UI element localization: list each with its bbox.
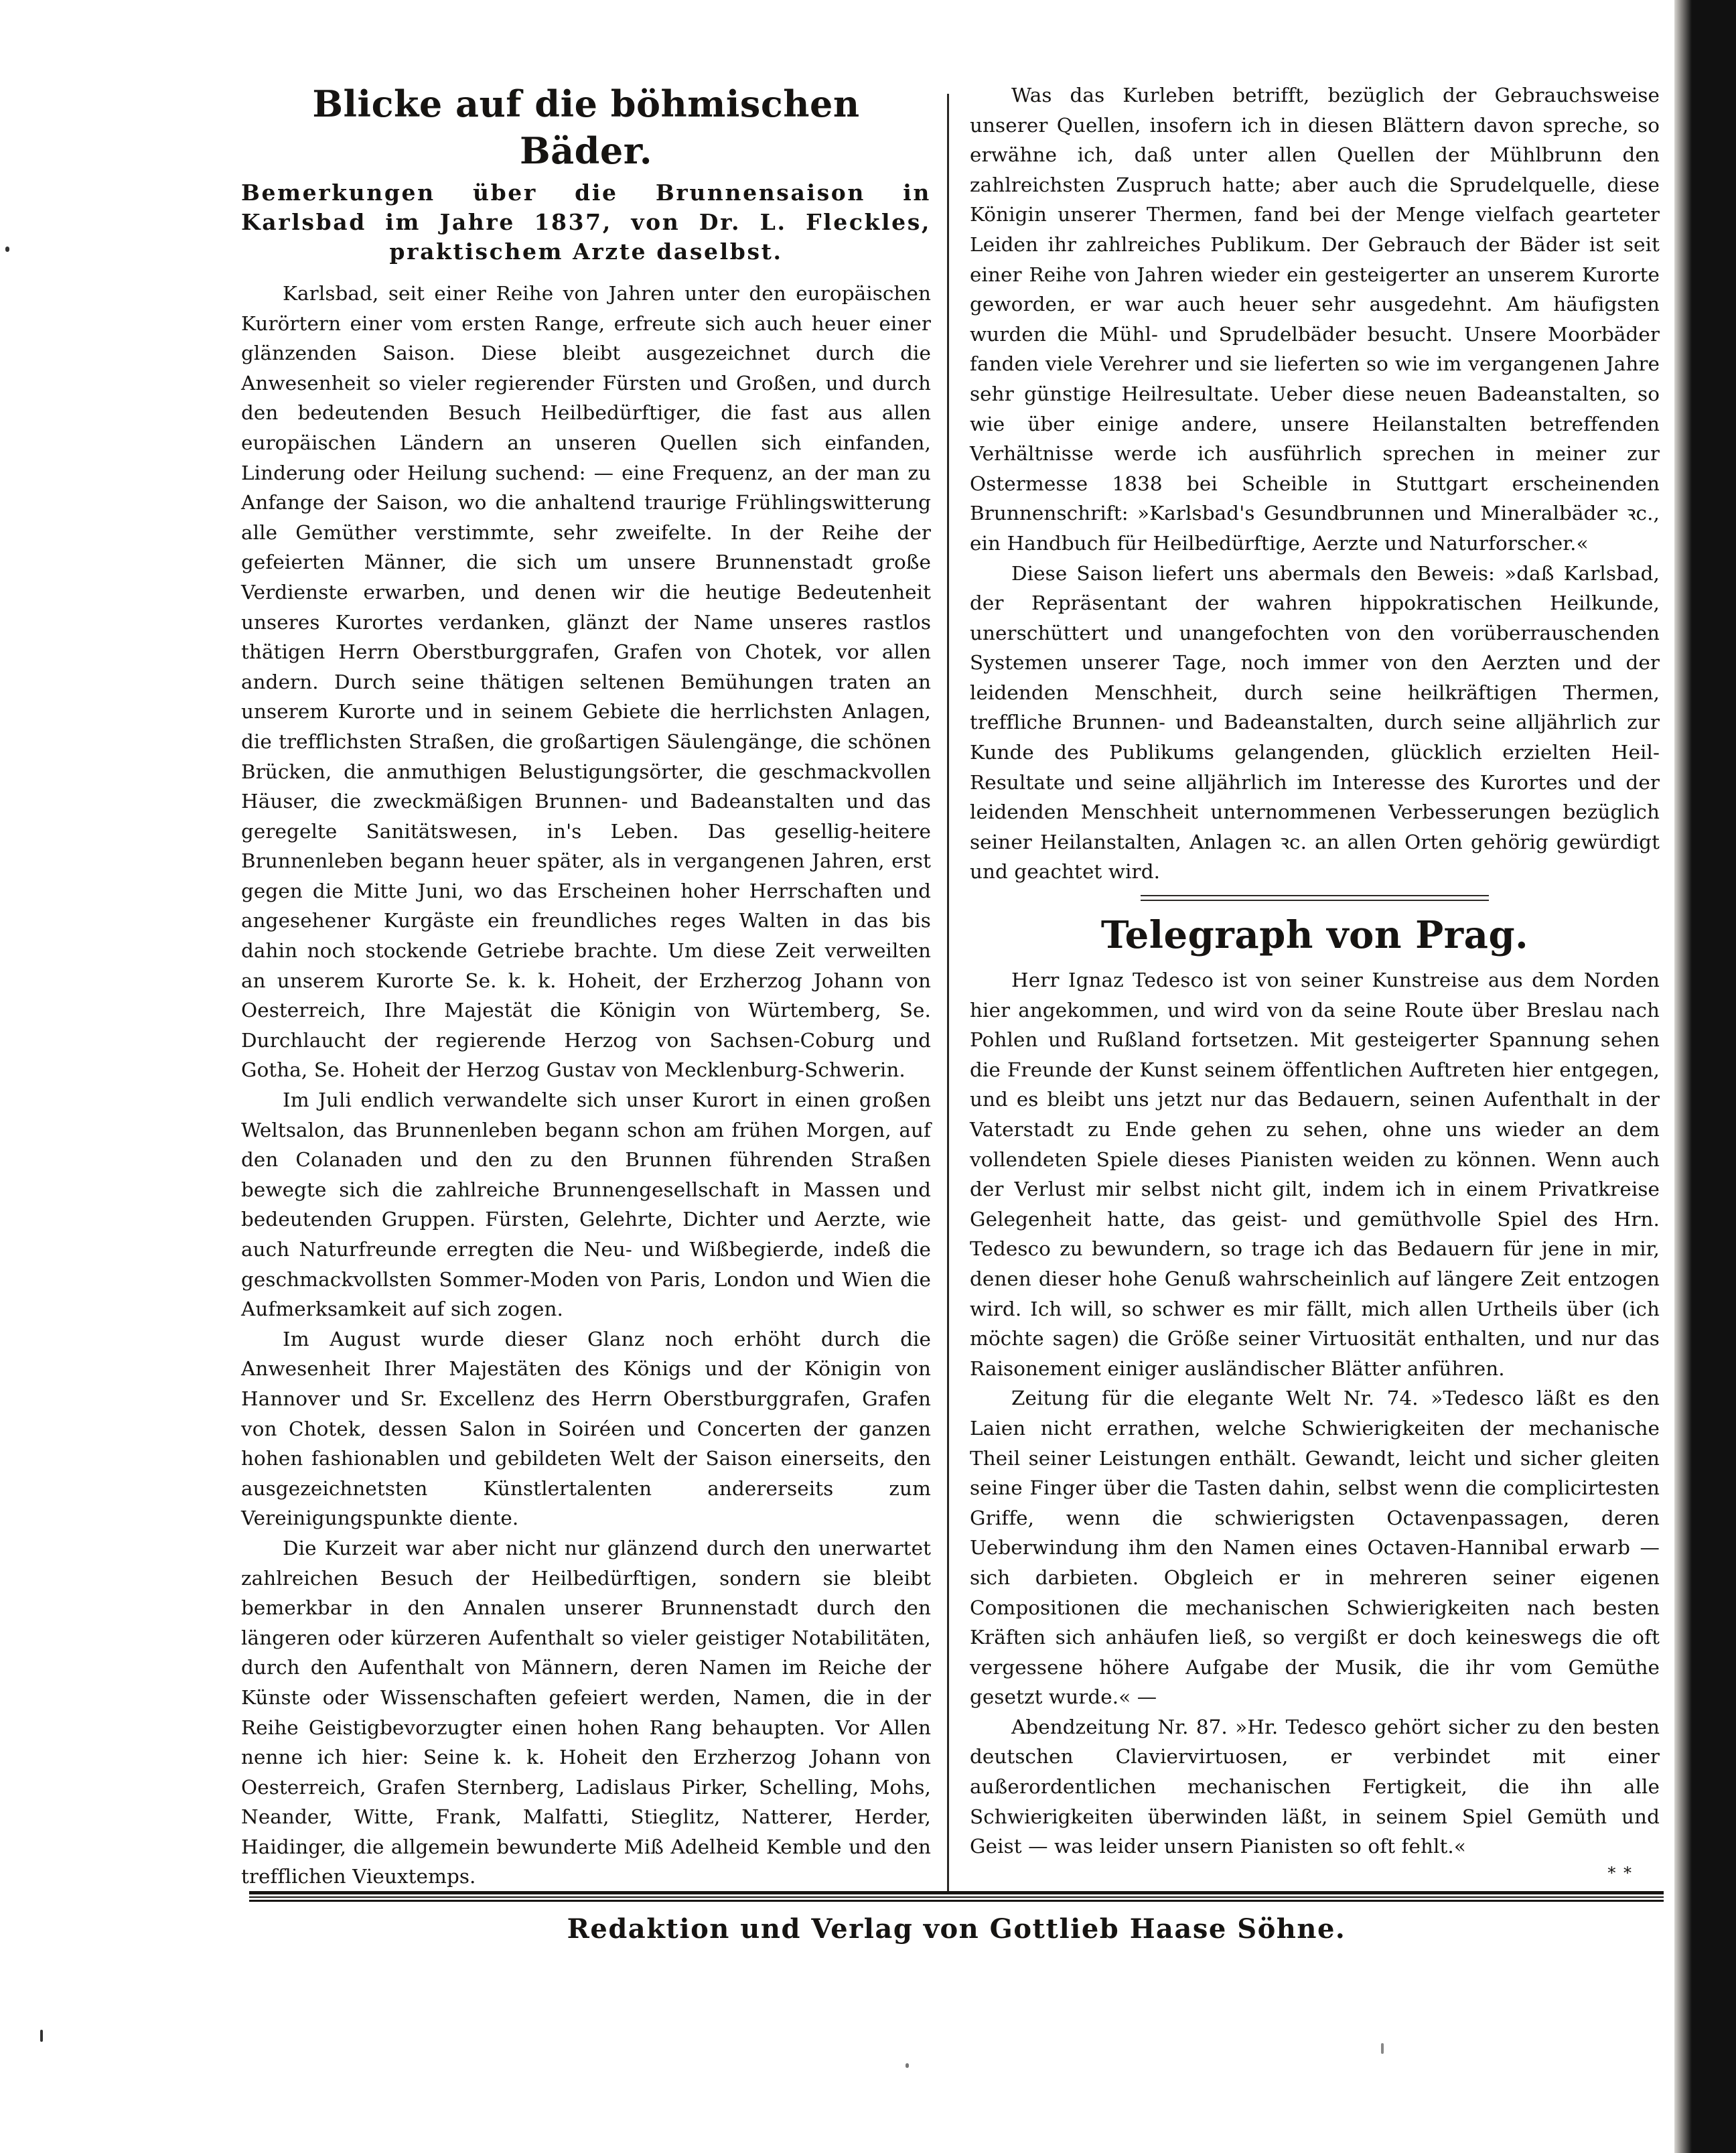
scan-speck — [5, 247, 9, 252]
author-signature: * * — [1607, 1863, 1633, 1882]
article-paragraph: Die Kurzeit war aber nicht nur glänzend durch den unerwartet zahlreichen Besuch der Heilbedürftigen, sondern sie bleibt bemerkbar in den Annalen unserer Brunnenstadt durch den längeren oder kürzeren Aufenthalt so vieler geistiger Notabilitäten, durch den Aufenthalt von Männern, deren Namen im Reiche der Künste oder Wissenschaften gefeiert werden, Namen, die in der Reihe Geistigbevorzugter einen hohen Rang behaupten. Vor Allen nenne ich hier: Seine k. k. Hoheit den Erzherzog Johann von Oesterreich, Grafen Sternberg, Ladislaus Pirker, Schelling, Mohs, Neander, Witte, Frank, Malfatti, Stieglitz, Natterer, Herder, Haidinger, die allgemein bewunderte Miß Adelheid Kemble und den trefflichen Vieuxtemps. — [241, 1536, 931, 1888]
article-paragraph: Karlsbad, seit einer Reihe von Jahren unter den europäischen Kurörtern einer vom ersten Range, erfreute sich auch heuer einer glänzenden Saison. Diese bleibt ausgezeichnet durch die Anwesenheit so vieler regierender Fürsten und Großen, und durch den bedeutenden Besuch Heilbedürftiger, die fast aus allen europäischen Ländern an unseren Quellen sich einfanden, Linderung oder Heilung suchend: — eine Frequenz, an der man zu Anfange der Saison, wo die anhaltend traurige Frühlingswitterung alle Gemüther verstimmte, sehr zweifelte. In der Reihe der gefeierten Männer, die sich um unsere Brunnenstadt große Verdienste erwarben, und denen wir die heutige Bedeutenheit unseres Kurortes verdanken, glänzt der Name unseres rastlos thätigen Herrn Oberstburggrafen, Grafen von Chotek, vor allen andern. Durch seine thätigen seltenen Bemühungen traten an unserem Kurorte und in seinem Gebiete die herrlichsten Anlagen, die trefflichsten Straßen, die großartigen Säulengänge, die schönen Brücken, die anmuthigen Belustigungsörter, die geschmackvollen Häuser, die zweckmäßigen Brunnen- und Badeanstalten und das geregelte Sanitätswesen, in's Leben. Das gesellig-heitere Brunnenleben begann heuer später, als in vergangenen Jahren, erst gegen die Mitte Juni, wo das Erscheinen hoher Herrschaften und angesehener Kurgäste ein freundliches reges Walten in das bis dahin noch stockende Getriebe brachte. Um diese Zeit verweilten an unserem Kurorte Se. k. k. Hoheit, der Erzherzog Johann von Oesterreich, Ihre Majestät die Königin von Würtemberg, Se. Durchlaucht der regierende Herzog von Sachsen-Coburg und Gotha, Se. Hoheit der Herzog Gustav von Mecklenburg-Schwerin. — [241, 282, 931, 1082]
scan-edge-shadow — [1674, 0, 1736, 2153]
footer-rule — [249, 1891, 1664, 1902]
right-column — [970, 80, 1660, 1883]
left-column — [241, 80, 931, 1892]
article-paragraph: Im Juli endlich verwandelte sich unser Kurort in einen großen Weltsalon, das Brunnenleben begann schon am frühen Morgen, auf den Colanaden und den zu den Brunnen führenden Straßen bewegte sich die zahlreiche Brunnengesellschaft in Massen und bedeutenden Gruppen. Fürsten, Gelehrte, Dichter und Aerzte, wie auch Naturfreunde erregten die Neu- und Wißbegierde, indeß die geschmackvollsten Sommer-Moden von Paris, London und Wien die Aufmerksamkeit auf sich zogen. — [241, 1089, 931, 1321]
article-paragraph: Zeitung für die elegante Welt Nr. 74. »Tedesco läßt es den Laien nicht errathen, welche Schwierigkeiten der mechanische Theil seiner Leistungen enthält. Gewandt, leicht und sicher gleiten seine Finger über die Tasten dahin, selbst wenn die complicirtesten Griffe, wenn die schwierigsten Octavenpassagen, deren Ueberwindung ihm den Namen eines Octaven-Hannibal erwarb — sich darbieten. Obgleich er in mehreren seiner eigenen Compositionen die mechanischen Schwierigkeiten nach besten Kräften sich anhäufen ließ, so vergißt er doch keineswegs die oft vergessene höhere Aufgabe der Musik, die ihr vom Gemüthe gesetzt wurde.« — — [970, 1387, 1660, 1709]
scan-speck — [1381, 2043, 1384, 2054]
article-paragraph: Abendzeitung Nr. 87. »Hr. Tedesco gehört sicher zu den besten deutschen Claviervirtuosen, er verbindet mit einer außerordentlichen mechanischen Fertigkeit, die ihn alle Schwierigkeiten überwinden läßt, in seinem Spiel Gemüth und Geist — was leider unsern Pianisten so oft fehlt.« — [970, 1715, 1660, 1858]
newspaper-page — [241, 80, 1668, 1996]
scan-speck — [40, 2030, 43, 2042]
article-subtitle: Bemerkungen über die Brunnensaison in Karlsbad im Jahre 1837, von Dr. L. Fleckles, praktischem Arzte daselbst. — [241, 180, 931, 265]
article-paragraph: Was das Kurleben betrifft, bezüglich der Gebrauchsweise unserer Quellen, insofern ich in diesen Blättern davon spreche, so erwähne ich, daß unter allen Quellen der Mühlbrunn den zahlreichsten Zuspruch hatte; aber auch die Sprudelquelle, diese Königin unserer Thermen, fand bei der Menge vielfach gearteter Leiden ihr zahlreiches Publikum. Der Gebrauch der Bäder ist seit einer Reihe von Jahren wieder ein gesteigerter an unserem Kurorte geworden, er war auch heuer sehr ausgedehnt. Am häufigsten wurden die Mühl- und Sprudelbäder besucht. Unsere Moorbäder fanden viele Verehrer und sie lieferten so wie im vergangenen Jahre sehr günstige Heilresultate. Ueber diese neuen Badeanstalten, so wie über einige andere, unsere Heilanstalten betreffenden Verhältnisse werde ich ausführlich sprechen in meiner zur Ostermesse 1838 bei Scheible in Stuttgart erscheinenden Brunnenschrift: »Karlsbad's Gesundbrunnen und Mineralbäder ꝛc., ein Handbuch für Heilbedürftige, Aerzte und Naturforscher.« — [970, 84, 1660, 555]
article-paragraph: Herr Ignaz Tedesco ist von seiner Kunstreise aus dem Norden hier angekommen, und wird von da seine Route über Breslau nach Pohlen und Rußland fortsetzen. Mit gesteigerter Spannung sehen die Freunde der Kunst seinem öffentlichen Auftreten hier entgegen, und es bleibt uns jetzt nur das Bedauern, seinen Aufenthalt in der Vaterstadt zu Ende gehen zu sehen, ohne uns wieder an dem vollendeten Spiele dieses Pianisten weiden zu können. Wenn auch der Verlust mir selbst nicht gilt, indem ich in einem Privatkreise Gelegenheit hatte, das geist- und gemüthvolle Spiel des Hrn. Tedesco zu bewundern, so trage ich das Bedauern für jene in mir, denen dieser hohe Genuß wahrscheinlich auf längere Zeit entzogen wird. Ich will, so schwer es mir fällt, mich allen Urtheils über (ich möchte sagen) die Größe seiner Virtuosität enthalten, und nur das Raisonement einiger ausländischer Blätter anführen. — [970, 969, 1660, 1380]
column-divider — [947, 94, 949, 1893]
publisher-footer: Redaktion und Verlag von Gottlieb Haase Söhne. — [567, 1913, 1346, 1945]
section-title: Telegraph von Prag. — [1100, 913, 1529, 958]
scan-speck — [906, 2063, 909, 2068]
section-separator — [1141, 895, 1489, 901]
article-title: Blicke auf die böhmischen Bäder. — [312, 82, 860, 172]
article-paragraph: Im August wurde dieser Glanz noch erhöht durch die Anwesenheit Ihrer Majestäten des Königs und der Königin von Hannover und Sr. Excellenz des Herrn Oberstburggrafen, Grafen von Chotek, dessen Salon in Soiréen und Concerten der ganzen hohen fashionablen und gebildeten Welt der Saison einerseits, den ausgezeichnetsten Künstlertalenten andererseits zum Vereinigungspunkte diente. — [241, 1327, 931, 1530]
article-paragraph: Diese Saison liefert uns abermals den Beweis: »daß Karlsbad, der Repräsentant der wahren hippokratischen Heilkunde, unerschüttert und unangefochten von den vorüberrauschenden Systemen unserer Tage, noch immer von den Aerzten und der leidenden Menschheit, durch seine heilkräftigen Thermen, treffliche Brunnen- und Badeanstalten, durch seine alljährlich zur Kunde des Publikums gelangenden, glücklich erzielten Heil-Resultate und seine alljährlich im Interesse des Kurortes und der leidenden Menschheit unternommenen Verbesserungen bezüglich seiner Heilanstalten, Anlagen ꝛc. an allen Orten gehörig gewürdigt und geachtet wird. — [970, 561, 1660, 884]
